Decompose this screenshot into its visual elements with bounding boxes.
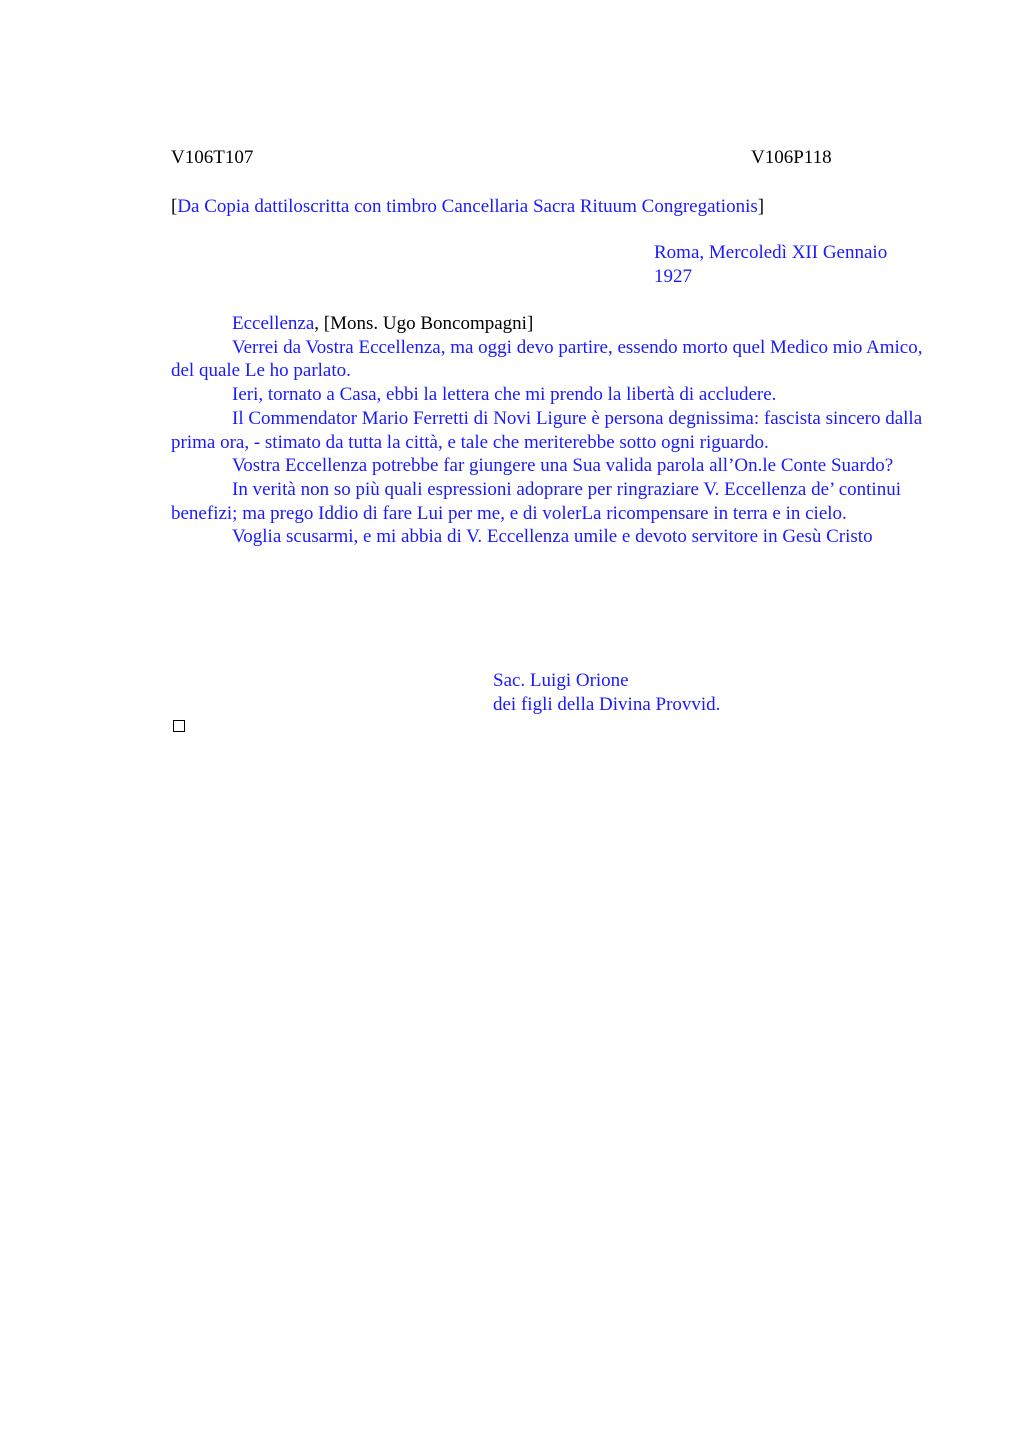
source-note-text: Da Copia dattiloscritta con timbro Cancellaria Sacra Rituum Congregationis [177,196,758,217]
signature-block [493,669,913,716]
source-note-close-bracket: ] [757,196,765,217]
letter-date-line-2: 1927 [654,265,692,287]
letter-paragraph-3: Il Commendator Mario Ferretti di Novi Ligure è persona degnissima: fascista sincero dalla prima ora, - stimato da tutta la città, e tale che meriterebbe sotto ogni riguardo. [171,407,923,453]
salutation-word: Eccellenza [232,313,315,334]
letter-paragraph-2: Ieri, tornato a Casa, ebbi la lettera che mi prendo la libertà di accludere. [232,384,777,406]
signature-name: Sac. Luigi Orione [493,670,629,691]
letter-date-line-1: Roma, Mercoledì XII Gennaio [654,242,888,263]
letter-paragraph-4: Vostra Eccellenza potrebbe far giungere una Sua valida parola all’On.le Conte Suardo? [232,455,894,477]
end-of-document-box-icon [173,720,185,732]
salutation [171,312,923,336]
signature-title: dei figli della Divina Provvid. [493,693,721,715]
letter-paragraph-6: Voglia scusarmi, e mi abbia di V. Eccellenza umile e devoto servitore in Gesù Cristo [232,526,873,548]
source-note-open-bracket: [ [171,196,178,217]
source-note [171,195,951,219]
letter-paragraph-5: In verità non so più quali espressioni adoprare per ringraziare V. Eccellenza de’ continui benefizi; ma prego Iddio di fare Lui per me, e di volerLa ricompensare in terra e in cielo. [171,478,901,524]
letter-paragraph-1: Verrei da Vostra Eccellenza, ma oggi devo partire, essendo morto quel Medico mio Amico, del quale Le ho parlato. [171,336,923,382]
salutation-addressee: , [Mons. Ugo Boncompagni] [314,313,534,334]
document-reference-left: V106T107 [171,147,254,168]
document-reference-right: V106P118 [751,147,832,168]
letter-body [171,312,923,549]
letter-date [654,241,934,288]
